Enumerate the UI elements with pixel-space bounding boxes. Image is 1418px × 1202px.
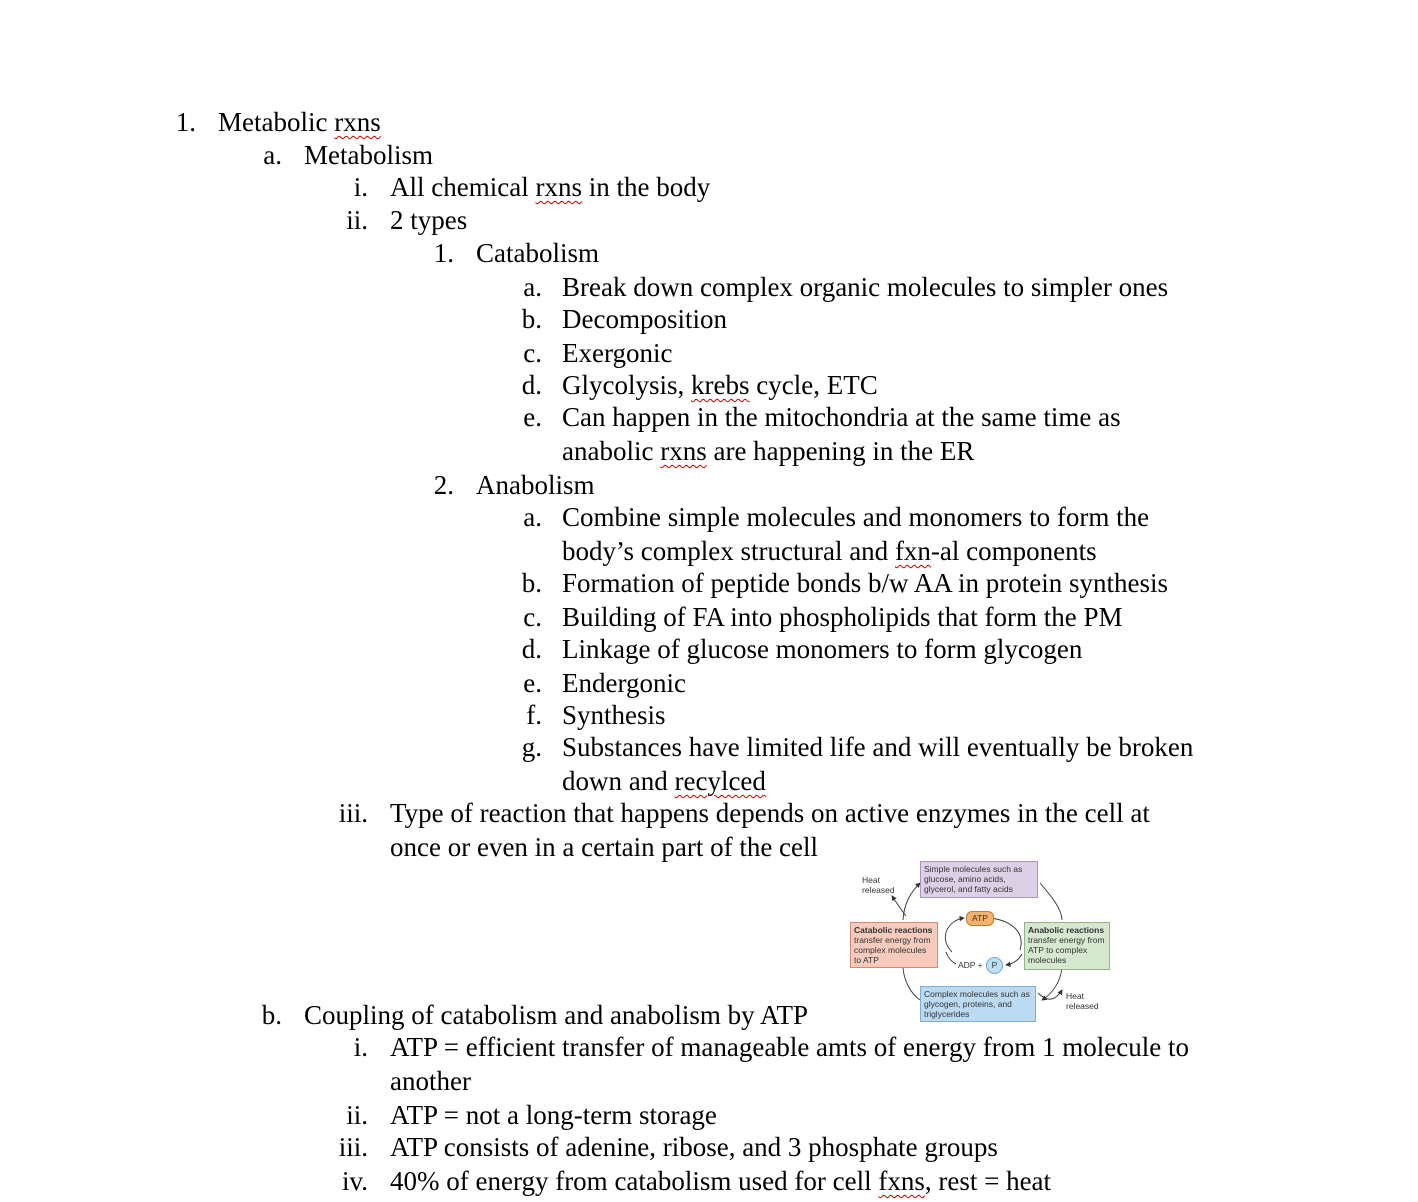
text: Formation of peptide bonds b/w AA in protein synthesis xyxy=(562,568,1168,598)
misspelled-word: rxns xyxy=(535,172,582,202)
phosphate-circle: P xyxy=(986,957,1003,974)
catabolic-title: Catabolic reactions xyxy=(854,925,933,935)
misspelled-word: fxn xyxy=(894,536,931,566)
metabolism-diagram xyxy=(848,858,1116,1028)
text: All chemical xyxy=(390,172,536,202)
marker: b. xyxy=(261,1000,282,1030)
marker: i. xyxy=(353,172,368,202)
marker: f. xyxy=(526,700,542,730)
arrow-simple-to-anabolic xyxy=(1040,883,1062,920)
text: body’s complex structural and xyxy=(562,536,895,566)
arrow-catabolic-to-atp xyxy=(945,918,964,952)
marker: d. xyxy=(521,634,542,664)
arrow-adp-to-catabolic xyxy=(946,952,956,964)
text: Linkage of glucose monomers to form glycogen xyxy=(562,634,1083,664)
adp-label: ADP + xyxy=(958,960,983,970)
text: are happening in the ER xyxy=(706,436,975,466)
anabolic-title: Anabolic reactions xyxy=(1028,925,1105,935)
simple-molecules-box: Simple molecules such as glucose, amino acids, glycerol, and fatty acids xyxy=(920,861,1038,898)
text: Coupling of catabolism and anabolism by ATP xyxy=(304,1000,808,1030)
text: Can happen in the mitochondria at the same time as xyxy=(562,402,1121,432)
text: ATP consists of adenine, ribose, and 3 phosphate groups xyxy=(390,1132,998,1162)
marker: 1. xyxy=(175,107,196,137)
marker: ii. xyxy=(346,205,368,235)
marker: a. xyxy=(263,140,282,170)
marker: d. xyxy=(521,370,542,400)
marker: c. xyxy=(523,602,542,632)
text: cycle, ETC xyxy=(749,370,878,400)
text: Endergonic xyxy=(562,668,686,698)
misspelled-word: fxns xyxy=(878,1166,925,1196)
complex-molecules-box: Complex molecules such as glycogen, proteins, and triglycerides xyxy=(920,986,1036,1022)
text: Catabolism xyxy=(476,238,599,268)
text: Combine simple molecules and monomers to form the xyxy=(562,502,1150,532)
atp-badge: ATP xyxy=(966,911,994,926)
text: Substances have limited life and will eventually be broken xyxy=(562,732,1194,762)
heat-released-right: Heat released xyxy=(1066,991,1099,1011)
anabolic-reactions-box xyxy=(1024,922,1110,970)
text: 2 types xyxy=(390,205,468,235)
arrow-heat-right xyxy=(1038,990,1062,999)
text: once or even in a certain part of the cell xyxy=(390,832,819,862)
text: Building of FA into phospholipids that form the PM xyxy=(562,602,1123,632)
marker: i. xyxy=(353,1032,368,1062)
catabolic-reactions-box xyxy=(850,922,938,968)
text: another xyxy=(390,1066,471,1096)
marker: c. xyxy=(523,338,542,368)
marker: a. xyxy=(523,272,542,302)
text: 40% of energy from catabolism used for cell xyxy=(390,1166,879,1196)
anabolic-text: transfer energy from ATP to complex molecules xyxy=(1028,935,1105,965)
marker: 1. xyxy=(433,238,454,268)
text: Metabolic xyxy=(218,107,335,137)
marker: b. xyxy=(521,304,542,334)
text: Type of reaction that happens depends on active enzymes in the cell at xyxy=(390,798,1150,828)
marker: b. xyxy=(521,568,542,598)
misspelled-word: recylced xyxy=(674,766,766,796)
arrow-complex-to-catabolic xyxy=(903,968,920,1000)
marker: 2. xyxy=(433,470,454,500)
text: Break down complex organic molecules to simpler ones xyxy=(562,272,1169,302)
marker: e. xyxy=(523,402,542,432)
marker: a. xyxy=(523,502,542,532)
arrow-atp-to-anabolic xyxy=(990,918,1021,950)
misspelled-word: rxns xyxy=(660,436,707,466)
marker: g. xyxy=(521,732,542,762)
text: Decomposition xyxy=(562,304,727,334)
text: ATP = efficient transfer of manageable amts of energy from 1 molecule to xyxy=(390,1032,1189,1062)
arrow-anabolic-to-complex xyxy=(1042,968,1062,1000)
text: Anabolism xyxy=(476,470,595,500)
text: down and xyxy=(562,766,675,796)
marker: iv. xyxy=(342,1166,368,1196)
text: ATP = not a long-term storage xyxy=(390,1100,717,1130)
marker: ii. xyxy=(346,1100,368,1130)
marker: iii. xyxy=(338,798,368,828)
marker: e. xyxy=(523,668,542,698)
misspelled-word: krebs xyxy=(691,370,750,400)
arrow-anabolic-to-adp xyxy=(1006,954,1022,965)
catabolic-text: transfer energy from complex molecules to ATP xyxy=(854,935,931,965)
misspelled-word: rxns xyxy=(334,107,381,137)
arrow-catabolic-to-simple xyxy=(903,883,920,920)
text: in the body xyxy=(581,172,711,202)
text: , rest = heat xyxy=(924,1166,1052,1196)
text: Synthesis xyxy=(562,700,666,730)
text: Metabolism xyxy=(304,140,433,170)
text: Glycolysis, xyxy=(562,370,692,400)
heat-released-left: Heat released xyxy=(862,875,895,895)
arrow-heat-left xyxy=(892,896,906,916)
marker: iii. xyxy=(338,1132,368,1162)
text: Exergonic xyxy=(562,338,673,368)
text: anabolic xyxy=(562,436,661,466)
text: -al components xyxy=(930,536,1097,566)
